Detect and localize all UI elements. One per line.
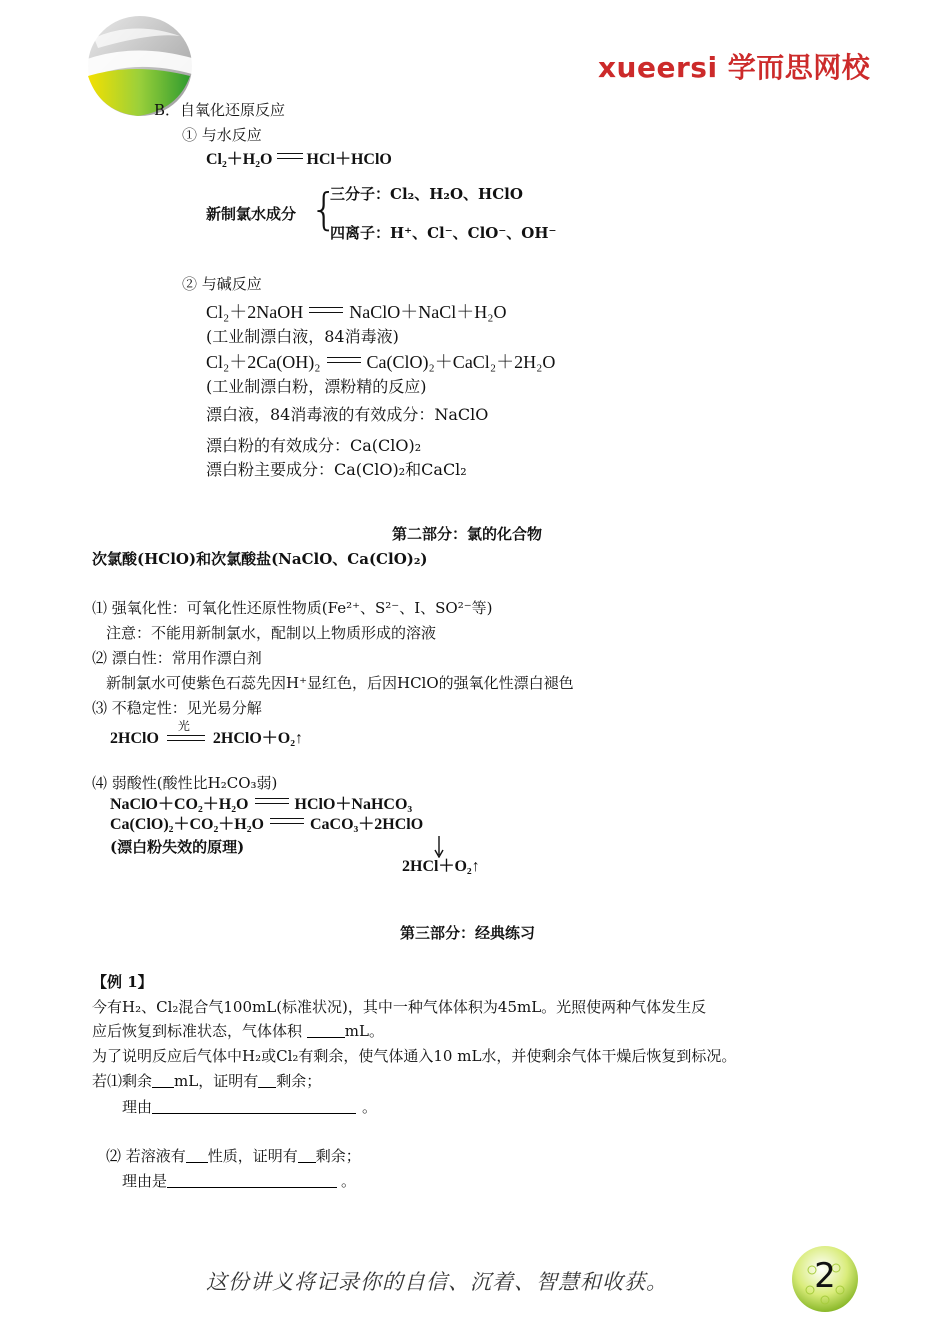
remaining-gas-blank[interactable] (258, 1073, 276, 1088)
down-arrow-icon (434, 836, 444, 858)
fact-bleach-powder-active: 漂白粉的有效成分：Ca(ClO)₂ (206, 436, 422, 455)
light-condition-arrow-icon: 光 (167, 731, 205, 743)
equals-icon (270, 818, 304, 826)
property-bleaching-note: 新制氯水可使紫色石蕊先因H⁺显红色，后因HClO的强氧化性漂白褪色 (106, 674, 574, 692)
solution-property-blank[interactable] (186, 1148, 208, 1163)
chlorine-water-molecules: 三分子：Cl₂、H₂O、HClO (330, 185, 523, 203)
example-line1: 今有H₂、Cl₂混合气100mL(标准状况)，其中一种气体体积为45mL。光照使两种气体发生反 (92, 998, 707, 1016)
water-equation: Cl₂＋H₂O HCl＋HClO (206, 151, 392, 168)
weak-acid-eq2: Ca(ClO)₂＋CO₂＋H₂O CaCO₃＋2HClO (110, 816, 424, 833)
fact-bleach-powder-main: 漂白粉主要成分：Ca(ClO)₂和CaCl₂ (206, 460, 467, 479)
water-reaction-title: ① 与水反应 (182, 126, 262, 144)
question-1-reason: 理由 。 (122, 1098, 378, 1116)
remaining-gas-2-blank[interactable] (298, 1148, 316, 1163)
alkali-eq2: Cl₂＋2Ca(OH)₂ Ca(ClO)₂＋CaCl₂＋2H₂O (206, 352, 556, 372)
chlorine-water-label: 新制氯水成分 (206, 205, 297, 223)
brand-latin: xueersi (598, 51, 718, 84)
hclo-decomposition: 2HCl＋O₂↑ (402, 858, 480, 875)
brace-icon: { (310, 184, 338, 235)
property-unstable: ⑶ 不稳定性：见光易分解 (92, 699, 262, 717)
fact-bleach-liquid: 漂白液，84消毒液的有效成分：NaClO (206, 405, 489, 424)
property-oxidizing: ⑴ 强氧化性：可氧化性还原性物质(Fe²⁺、S²⁻、I、SO²⁻等) (92, 599, 493, 617)
equals-icon (309, 307, 343, 315)
alkali-note1: (工业制漂白液，84消毒液) (206, 327, 399, 346)
alkali-note2: (工业制漂白粉，漂粉精的反应) (206, 377, 427, 396)
page-number-badge (790, 1244, 860, 1314)
property-bleaching: ⑵ 漂白性：常用作漂白剂 (92, 649, 262, 667)
equals-icon (255, 798, 289, 806)
part2-subheading: 次氯酸(HClO)和次氯酸盐(NaClO、Ca(ClO)₂) (92, 550, 428, 568)
brand-cn: 学而思网校 (727, 51, 871, 84)
footer-motto: 这份讲义将记录你的自信、沉着、智慧和收获。 (206, 1270, 668, 1294)
section-b-title: B．自氧化还原反应 (154, 101, 286, 119)
example-line2: 应后恢复到标准状态，气体体积 mL。 (92, 1022, 384, 1040)
decomposition-equation: 2HClO 光 2HClO＋O₂↑ (110, 719, 304, 747)
page-number: 2 (814, 1256, 836, 1296)
brand-logo (598, 46, 870, 86)
chlorine-water-ions: 四离子：H⁺、Cl⁻、ClO⁻、OH⁻ (330, 224, 557, 242)
remaining-volume-blank[interactable] (152, 1073, 174, 1088)
property-weak-acid: ⑷ 弱酸性(酸性比H₂CO₃弱) (92, 774, 278, 792)
property-oxidizing-note: 注意：不能用新制氯水，配制以上物质形成的溶液 (106, 624, 437, 642)
alkali-eq1: Cl₂＋2NaOH NaClO＋NaCl＋H₂O (206, 302, 507, 322)
example-label: 【例 1】 (92, 973, 153, 991)
part3-heading: 第三部分：经典练习 (400, 924, 536, 942)
reason-1-blank[interactable] (152, 1099, 356, 1114)
weak-acid-note: (漂白粉失效的原理) (110, 838, 245, 856)
weak-acid-eq1: NaClO＋CO₂＋H₂O HClO＋NaHCO₃ (110, 796, 413, 813)
question-2: ⑵ 若溶液有 性质，证明有 剩余； (106, 1147, 361, 1165)
gas-volume-blank[interactable] (307, 1023, 345, 1038)
example-line3: 为了说明反应后气体中H₂或Cl₂有剩余，使气体通入10 mL水，并使剩余气体干燥后恢复到标况。 (92, 1047, 737, 1065)
equilibrium-arrow-icon (277, 152, 303, 162)
reason-2-blank[interactable] (167, 1173, 337, 1188)
equals-icon (327, 357, 361, 365)
question-2-reason: 理由是 。 (122, 1172, 357, 1190)
question-1: 若⑴剩余 mL，证明有 剩余； (92, 1072, 322, 1090)
part2-heading: 第二部分：氯的化合物 (392, 525, 543, 543)
alkali-reaction-title: ② 与碱反应 (182, 275, 262, 293)
